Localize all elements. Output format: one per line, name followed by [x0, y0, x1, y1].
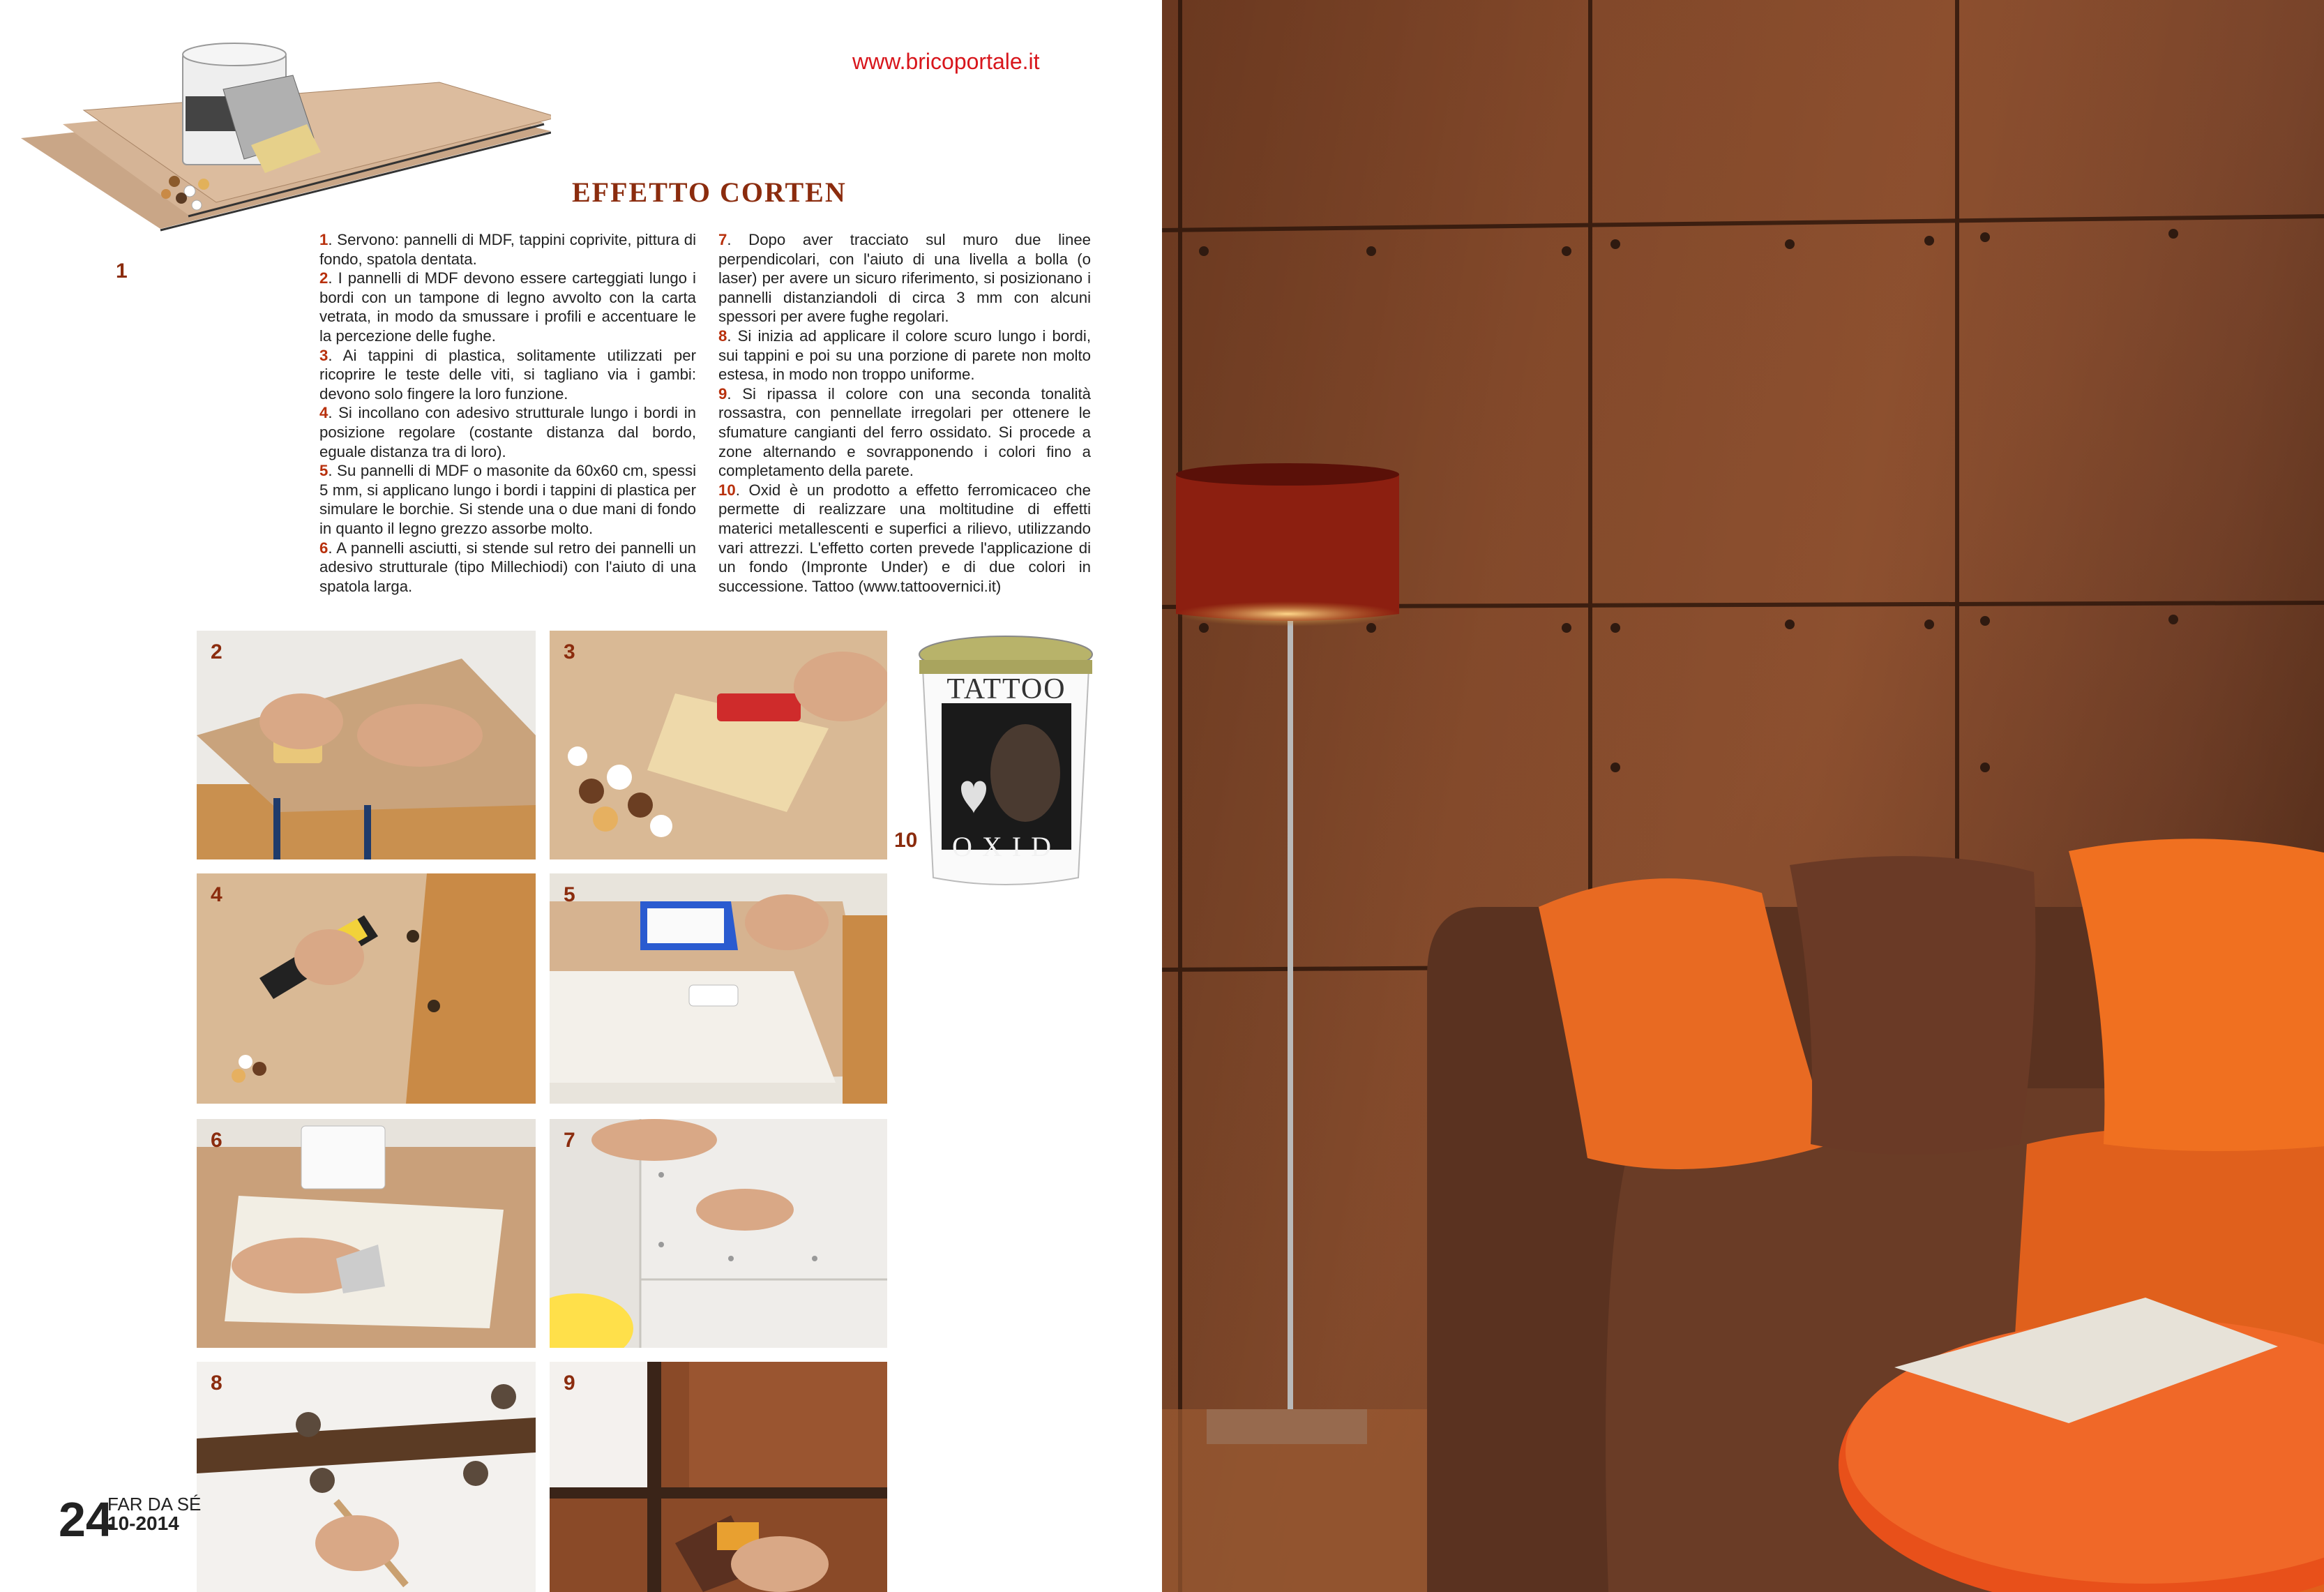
photo-product-oxid — [907, 626, 1105, 892]
step-2: 2. I pannelli di MDF devono essere carteggiati lungo i bordi con un tampone di legno avvolto con la carta vetrata, in modo da smussare i profili e accentuare le la percezione delle fughe. — [319, 269, 696, 345]
step-4: 4. Si incollano con adesivo strutturale lungo i bordi in posizione regolare (costante distanza dal bordo, eguale distanza tra di loro). — [319, 404, 696, 460]
painting-illustration — [550, 873, 887, 1104]
website-url[interactable]: www.bricoportale.it — [852, 49, 1040, 74]
photo-step-6 — [197, 1119, 536, 1348]
magazine-name: FAR DA SÉ — [107, 1494, 202, 1515]
step-3: 3. Ai tappini di plastica, solitamente utilizzati per ricoprire le teste delle viti, si tagliano via i gambi: devono solo fingere la loro funzione. — [319, 346, 696, 403]
step-7: 7. Dopo aver tracciato sul muro due linee perpendicolari, con l'aiuto di una livella a bolla (o laser) per avere un sicuro riferimento, si posizionano i pannelli distanziandoli di circa 3 mm con alcuni spessori per avere fughe regolari. — [718, 231, 1091, 326]
photo-label-2: 2 — [211, 640, 222, 663]
rust-color-illustration — [550, 1362, 887, 1592]
photo-label-5: 5 — [564, 883, 575, 906]
materials-illustration — [14, 20, 551, 250]
photo-label-8: 8 — [211, 1372, 222, 1395]
photo-step-9 — [550, 1362, 887, 1592]
photo-materials — [14, 20, 551, 250]
photo-label-1: 1 — [116, 260, 128, 283]
step-10: 10. Oxid è un prodotto a effetto ferromicaceo che permette di realizzare una moltitudine di effetti materici metallescenti e superfici a rilievo, utilizzando vari attrezzi. L'effetto corten prevede l'applicazione di un fondo (Impronte Under) e di due colori in successione. Tattoo (www.tattoovernici.it) — [718, 481, 1091, 595]
photo-label-6: 6 — [211, 1129, 222, 1152]
product-name: OXID — [952, 831, 1061, 862]
photo-step-2 — [197, 631, 536, 859]
photo-step-3 — [550, 631, 887, 859]
photo-label-10: 10 — [894, 829, 918, 852]
photo-step-4 — [197, 873, 536, 1104]
photo-step-8 — [197, 1362, 536, 1592]
photo-label-4: 4 — [211, 883, 222, 906]
article-title: EFFETTO CORTEN — [572, 177, 847, 208]
corten-room-illustration — [1162, 0, 2324, 1592]
magazine-issue: 10-2014 — [107, 1512, 179, 1534]
step-5: 5. Su pannelli di MDF o masonite da 60x60 cm, spessi 5 mm, si applicano lungo i bordi i tappini di plastica per simulare le borchie. Si stende una o due mani di fondo in quanto il legno grezzo assorbe molto. — [319, 462, 696, 537]
steps-column-1 — [319, 230, 696, 596]
product-brand: TATTOO — [946, 673, 1066, 705]
photo-label-3: 3 — [564, 640, 575, 663]
photo-label-9: 9 — [564, 1372, 575, 1395]
step-9: 9. Si ripassa il colore con una seconda tonalità rossastra, con pennellate irregolari per ottenere le sfumature cangianti del ferro ossidato. Si procede a zone alternando e sovrapponendo i colori fino a completamento della parete. — [718, 384, 1091, 480]
cutting-illustration — [550, 631, 887, 859]
step-1: 1. Servono: pannelli di MDF, tappini coprivite, pittura di fondo, spatola dentata. — [319, 231, 696, 268]
steps-column-2 — [718, 230, 1091, 596]
dark-color-illustration — [197, 1362, 536, 1592]
right-page-photo — [1162, 0, 2324, 1592]
step-8: 8. Si inizia ad applicare il colore scuro lungo i bordi, sui tappini e poi su una porzione di parete non molto estesa, in modo non troppo uniforme. — [718, 326, 1091, 384]
page-number: 24 — [59, 1492, 113, 1547]
photo-step-5 — [550, 873, 887, 1104]
panel-install-illustration — [550, 1119, 887, 1348]
sanding-illustration — [197, 631, 536, 859]
photo-label-7: 7 — [564, 1129, 575, 1152]
magazine-info — [107, 1494, 201, 1533]
gluing-illustration — [197, 873, 536, 1104]
photo-step-7 — [550, 1119, 887, 1348]
step-6: 6. A pannelli asciutti, si stende sul retro dei pannelli un adesivo strutturale (tipo Millechiodi) con l'aiuto di una spatola larga. — [319, 539, 696, 595]
adhesive-illustration — [197, 1119, 536, 1348]
